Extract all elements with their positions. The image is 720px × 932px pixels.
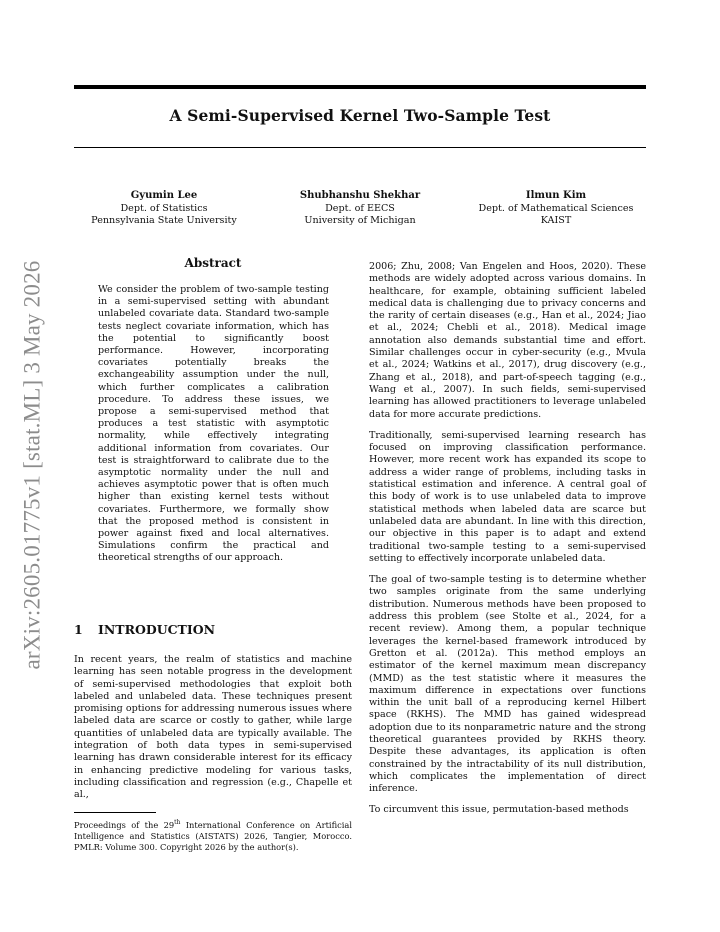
body-paragraph: To circumvent this issue, permutation-based methods — [369, 804, 629, 816]
author-2 — [275, 190, 445, 228]
title-top-rule — [74, 85, 646, 89]
author-affiliation: Pennsylvania State University — [91, 215, 237, 226]
right-column — [369, 261, 646, 826]
author-name: Shubhanshu Shekhar — [299, 190, 421, 201]
footnote-rule — [74, 812, 156, 813]
abstract-section — [74, 256, 352, 565]
body-paragraph: The goal of two-sample testing is to determine whether two samples originate from the same underlying distribution. Numerous methods have been proposed to address this problem (see Stolte et al., 2024, for a recent review). Among them, a popular technique leverages the kernel-based framework introduced by Gretton et al. (2012a). This method employs an estimator of the kernel maximum mean discrepancy (MMD) as the test statistic where it measures the maximum difference in expectations over functions within the unit ball of a reproducing kernel Hilbert space (RKHS). The MMD has gained widespread adoption due to its nonparametric nature and the strong theoretical guarantees provided by RKHS theory. Despite these advantages, its application is often constrained by the intractability of its null distribution, which complicates the implementation of direct inference. — [369, 574, 646, 795]
author-block — [74, 190, 646, 228]
author-affiliation: KAIST — [540, 215, 572, 226]
footnote — [74, 817, 352, 853]
section-title: INTRODUCTION — [98, 622, 216, 637]
footnote-text-pre: Proceedings of the 29 — [74, 819, 175, 830]
arxiv-identifier-text: arXiv:2605.01775v1 [stat.ML] 3 May 2026 — [19, 260, 45, 670]
author-affiliation: University of Michigan — [304, 215, 416, 226]
author-name: Gyumin Lee — [130, 190, 198, 201]
section-number: 1 — [74, 622, 83, 637]
title-bottom-rule — [74, 147, 646, 148]
author-name: Ilmun Kim — [525, 190, 587, 201]
body-paragraph: Traditionally, semi-supervised learning research has focused on improving classification performance. However, more recent work has expanded its scope to address a wider range of problems, including tasks in statistical estimation and inference. A central goal of this body of work is to use unlabeled data to improve statistical methods when labeled data are scarce but unlabeled data are abundant. In line with this direction, our objective in this paper is to adapt and extend traditional two-sample testing to a semi-supervised setting to effectively incorporate unlabeled data. — [369, 429, 646, 564]
author-1 — [74, 190, 254, 228]
abstract-body: We consider the problem of two-sample testing in a semi-supervised setting with abundant unlabeled covariate data. Standard two-sample tests neglect covariate information, which has the potential to significantly boost performance. However, incorporating covariates potentially breaks the exchangeability assumption under the null, which further complicates a calibration procedure. To address these issues, we propose a semi-supervised method that produces a test statistic with asymptotic normality, while effectively integrating additional information from covariates. Our test is straightforward to calibrate due to the asymptotic normality under the null and achieves asymptotic power that is often much higher than existing kernel tests without covariates. Furthermore, we formally show that the proposed method is consistent in power against fixed and local alternatives. Simulations confirm the practical and theoretical strengths of our approach. — [98, 284, 329, 564]
abstract-heading: Abstract — [184, 256, 242, 270]
section-heading-introduction — [74, 622, 215, 637]
arxiv-identifier-stamp[interactable] — [10, 255, 54, 675]
paper-title: A Semi-Supervised Kernel Two-Sample Test — [169, 106, 551, 125]
footnote-text-post: International Conference on Artificial Intelligence and Statistics (AISTATS) 2026, Tangier, Morocco. PMLR: Volume 300. Copyright 2026 by the author(s). — [74, 819, 353, 852]
author-dept: Dept. of Statistics — [120, 202, 208, 214]
body-paragraph: 2006; Zhu, 2008; Van Engelen and Hoos, 2020). These methods are widely adopted across various domains. In healthcare, for example, obtaining sufficient labeled medical data is challenging due to privacy concerns and the rarity of certain diseases (e.g., Han et al., 2024; Jiao et al., 2024; Chebli et al., 2018). Medical image annotation also demands substantial time and effort. Similar challenges occur in cyber-security (e.g., Mvula et al., 2024; Watkins et al., 2017), drug discovery (e.g., Zhang et al., 2018), and part-of-speech tagging (e.g., Wang et al., 2007). In such fields, semi-supervised learning has allowed practitioners to leverage unlabeled data for more accurate predictions. — [369, 261, 646, 420]
footnote-superscript: th — [174, 819, 181, 826]
author-3 — [466, 190, 646, 228]
author-dept: Dept. of Mathematical Sciences — [478, 202, 634, 214]
intro-paragraph: In recent years, the realm of statistics and machine learning has seen notable progress in the development of semi-supervised methodologies that exploit both labeled and unlabeled data. These techniques present promising options for addressing numerous issues where labeled data are scarce or costly to gather, while large quantities of unlabeled data are typically available. The integration of both data types in semi-supervised learning has drawn considerable interest for its efficacy in enhancing predictive modeling for various tasks, including classification and regression (e.g., Chapelle et al., — [74, 654, 352, 801]
author-dept: Dept. of EECS — [325, 202, 395, 214]
